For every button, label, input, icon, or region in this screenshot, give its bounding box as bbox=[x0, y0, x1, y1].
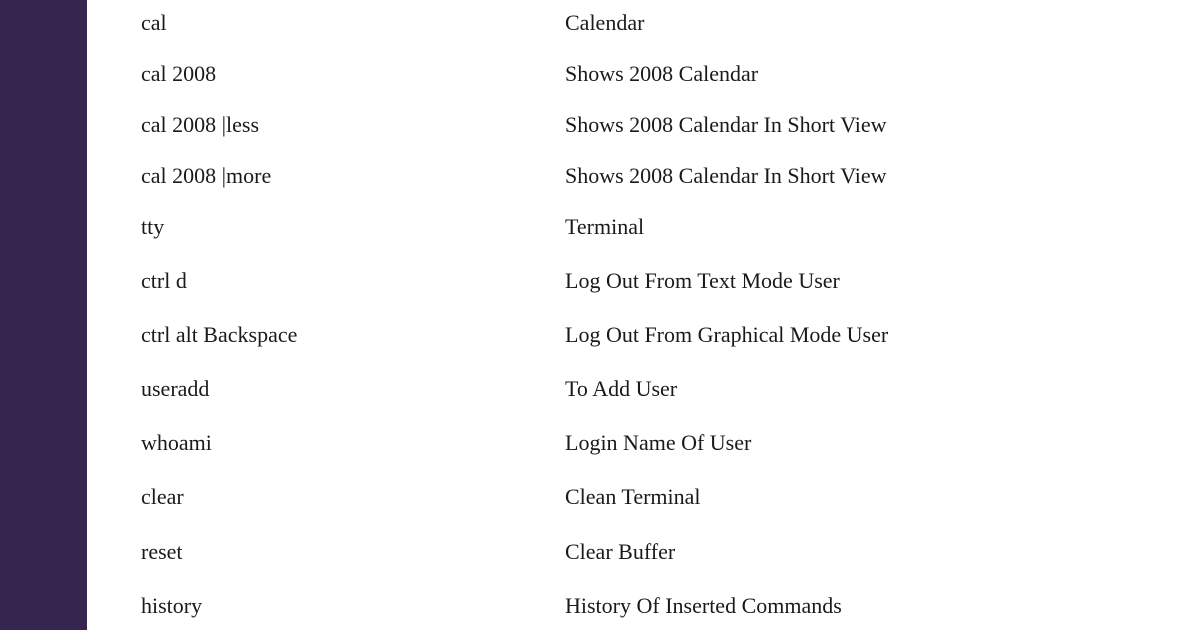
description-cell: Shows 2008 Calendar In Short View bbox=[565, 163, 887, 188]
command-cell: ctrl d bbox=[141, 268, 187, 293]
command-cell: cal 2008 |more bbox=[141, 163, 272, 188]
command-cell: tty bbox=[141, 214, 165, 239]
command-cell: useradd bbox=[141, 376, 210, 401]
description-cell: Shows 2008 Calendar bbox=[565, 61, 759, 86]
command-cell: cal bbox=[141, 10, 167, 35]
description-cell: Terminal bbox=[565, 214, 645, 239]
command-cell: history bbox=[141, 593, 203, 618]
left-sidebar-bar bbox=[0, 0, 87, 630]
description-cell: Login Name Of User bbox=[565, 430, 752, 455]
description-cell: Shows 2008 Calendar In Short View bbox=[565, 112, 887, 137]
description-cell: Calendar bbox=[565, 10, 645, 35]
command-cell: ctrl alt Backspace bbox=[141, 322, 298, 347]
description-cell: To Add User bbox=[565, 376, 678, 401]
description-cell: Clear Buffer bbox=[565, 539, 676, 564]
description-cell: Log Out From Text Mode User bbox=[565, 268, 840, 293]
description-cell: History Of Inserted Commands bbox=[565, 593, 842, 618]
command-cell: cal 2008 bbox=[141, 61, 217, 86]
command-cell: whoami bbox=[141, 430, 212, 455]
command-cell: reset bbox=[141, 539, 183, 564]
command-cell: clear bbox=[141, 484, 184, 509]
command-cell: cal 2008 |less bbox=[141, 112, 260, 137]
description-cell: Clean Terminal bbox=[565, 484, 701, 509]
description-cell: Log Out From Graphical Mode User bbox=[565, 322, 889, 347]
